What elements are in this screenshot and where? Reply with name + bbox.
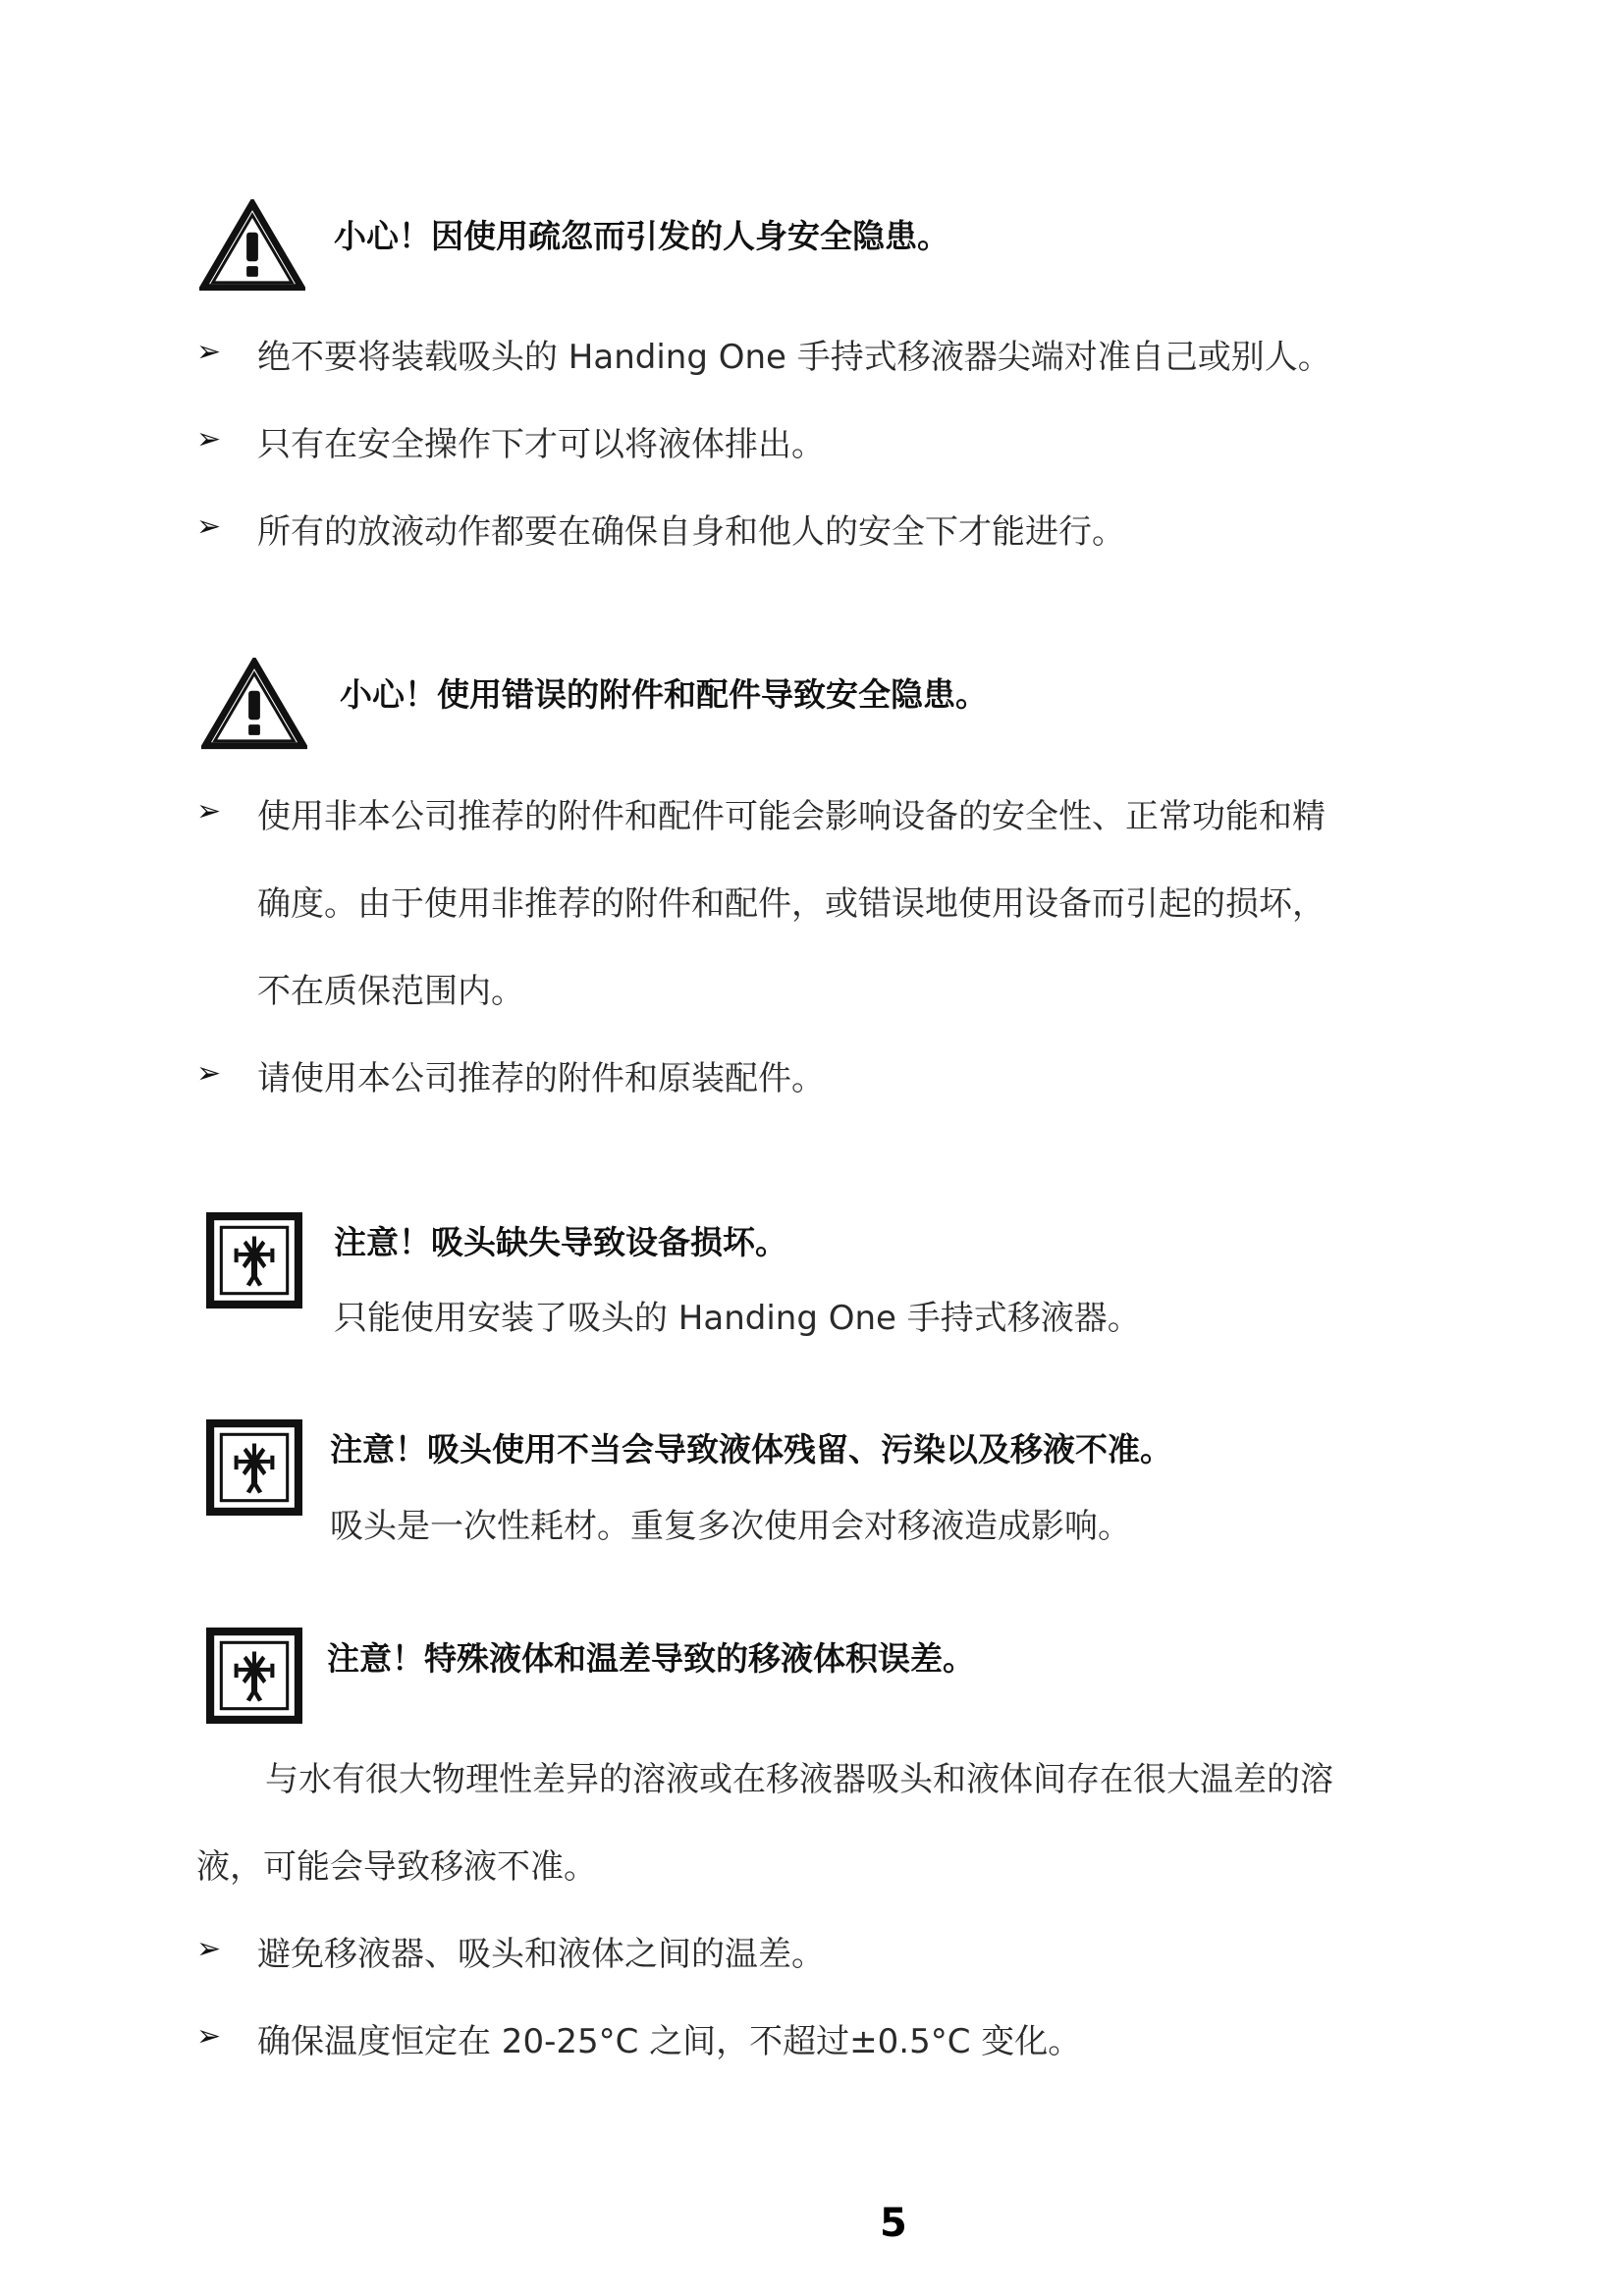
section1-item-2: 只有在安全操作下才可以将液体排出。 (257, 425, 825, 464)
warning-triangle-icon (201, 658, 307, 750)
notice3-heading: 注意！特殊液体和温差导致的移液体积误差。 (327, 1639, 975, 1678)
notice3-para-line1: 与水有很大物理性差异的溶液或在移液器吸头和液体间存在很大温差的溶 (265, 1760, 1333, 1799)
warning-triangle-icon (199, 199, 305, 292)
damage-notice-icon (206, 1628, 302, 1724)
section1-item-3: 所有的放液动作都要在确保自身和他人的安全下才能进行。 (257, 512, 1125, 552)
notice3-para-line2: 液，可能会导致移液不准。 (196, 1847, 597, 1887)
bullet-icon: ➢ (196, 1056, 222, 1091)
bullet-icon: ➢ (196, 794, 222, 828)
bullet-icon: ➢ (196, 1932, 222, 1966)
section2-item1-line1: 使用非本公司推荐的附件和配件可能会影响设备的安全性、正常功能和精 (257, 797, 1326, 836)
section2-item1-line2: 确度。由于使用非推荐的附件和配件，或错误地使用设备而引起的损坏， (257, 884, 1326, 924)
bullet-icon: ➢ (196, 335, 222, 369)
notice3-item-2: 确保温度恒定在 20-25°C 之间，不超过±0.5°C 变化。 (257, 2022, 1082, 2061)
notice2-text: 吸头是一次性耗材。重复多次使用会对移液造成影响。 (330, 1507, 1131, 1546)
notice2-heading: 注意！吸头使用不当会导致液体残留、污染以及移液不准。 (330, 1430, 1172, 1468)
bullet-icon: ➢ (196, 2019, 222, 2054)
section2-item1-line3: 不在质保范围内。 (257, 972, 524, 1011)
bullet-icon: ➢ (196, 422, 222, 456)
bullet-icon: ➢ (196, 509, 222, 544)
damage-notice-icon (206, 1212, 302, 1308)
notice1-text: 只能使用安装了吸头的 Handing One 手持式移液器。 (334, 1299, 1141, 1338)
page-number: 5 (880, 2201, 907, 2246)
section2-heading: 小心！使用错误的附件和配件导致安全隐患。 (340, 675, 988, 714)
damage-notice-icon (206, 1419, 302, 1516)
notice3-item-1: 避免移液器、吸头和液体之间的温差。 (257, 1935, 825, 1974)
section2-item2: 请使用本公司推荐的附件和原装配件。 (257, 1059, 825, 1098)
section1-heading: 小心！因使用疏忽而引发的人身安全隐患。 (334, 217, 949, 255)
notice1-heading: 注意！吸头缺失导致设备损坏。 (334, 1223, 787, 1261)
section1-item-1: 绝不要将装载吸头的 Handing One 手持式移液器尖端对准自己或别人。 (257, 338, 1331, 377)
